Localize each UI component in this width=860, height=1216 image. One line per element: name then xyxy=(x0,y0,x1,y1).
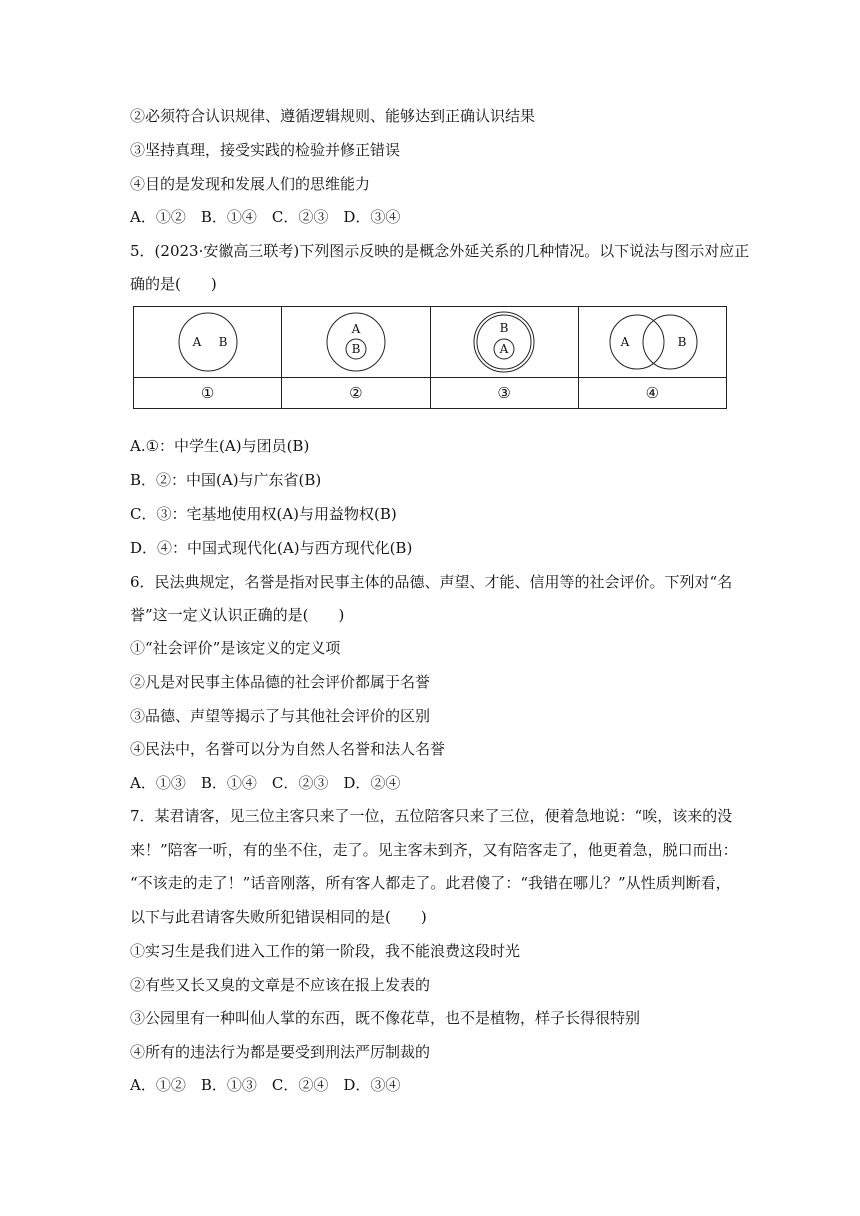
venn4-label-right: B xyxy=(677,335,687,349)
q5-option-b: B．②：中国(A)与广东省(B) xyxy=(130,471,322,489)
q6-option-3: ③品德、声望等揭示了与其他社会评价的区别 xyxy=(130,707,431,725)
venn2-label-outer: A xyxy=(351,322,361,336)
q4-option-3: ③坚持真理，接受实践的检验并修正错误 xyxy=(130,141,401,159)
venn-number-2: ② xyxy=(282,378,430,409)
venn2-label-inner: B xyxy=(351,342,361,356)
q7-stem-line1: 7．某君请客，见三位主客只来了一位，五位陪客只来了三位，便着急地说：“唉，该来的没 xyxy=(130,807,733,825)
venn3-label-outer: B xyxy=(499,321,509,335)
venn-diagram-3 xyxy=(430,307,578,378)
q7-stem-line4: 以下与此君请客失败所犯错误相同的是( ) xyxy=(130,908,427,926)
q4-option-2: ②必须符合认识规律、遵循逻辑规则、能够达到正确认识结果 xyxy=(130,107,536,125)
q7-option-4: ④所有的违法行为都是要受到刑法严厉制裁的 xyxy=(130,1043,431,1061)
q6-stem-line1: 6．民法典规定，名誉是指对民事主体的品德、声望、才能、信用等的社会评价。下列对“名 xyxy=(130,573,733,591)
q4-option-4: ④目的是发现和发展人们的思维能力 xyxy=(130,175,371,193)
q6-stem-line2: 誉”这一定义认识正确的是( ) xyxy=(130,606,345,624)
q7-option-1: ①实习生是我们进入工作的第一阶段，我不能浪费这段时光 xyxy=(130,942,521,960)
q5-option-c: C．③：宅基地使用权(A)与用益物权(B) xyxy=(130,505,397,523)
q7-option-3: ③公园里有一种叫仙人掌的东西，既不像花草，也不是植物，样子长得很特别 xyxy=(130,1009,641,1027)
q5-option-d: D．④：中国式现代化(A)与西方现代化(B) xyxy=(130,539,413,557)
q7-stem-line3: “不该走的走了！”话音刚落，所有客人都走了。此君傻了：“我错在哪儿？”从性质判断看， xyxy=(130,874,731,892)
venn-diagram-4 xyxy=(578,307,726,378)
venn-number-3: ③ xyxy=(430,378,578,409)
q7-choices: A．①② B．①③ C．②④ D．③④ xyxy=(130,1076,401,1094)
q5-option-a: A.①：中学生(A)与团员(B) xyxy=(130,437,310,455)
q6-option-1: ①“社会评价”是该定义的定义项 xyxy=(130,639,341,657)
venn-figure-table xyxy=(133,306,727,409)
venn3-label-inner: A xyxy=(499,342,509,356)
q5-stem-line1: 5．(2023·安徽高三联考)下列图示反映的是概念外延关系的几种情况。以下说法与图示对应正 xyxy=(130,242,750,260)
venn4-label-left: A xyxy=(621,335,630,349)
q6-choices: A．①③ B．①④ C．②③ D．②④ xyxy=(130,774,401,792)
q4-choices: A．①② B．①④ C．②③ D．③④ xyxy=(130,208,401,226)
venn-diagram-1 xyxy=(134,307,282,378)
venn-diagram-2 xyxy=(282,307,430,378)
q7-stem-line2: 来！”陪客一听，有的坐不住，走了。见主客未到齐，又有陪客走了，他更着急，脱口而出： xyxy=(130,841,738,859)
q6-option-4: ④民法中，名誉可以分为自然人名誉和法人名誉 xyxy=(130,740,446,758)
q5-stem-line2: 确的是( ) xyxy=(130,275,217,293)
venn-number-1: ① xyxy=(134,378,282,409)
q7-option-2: ②有些又长又臭的文章是不应该在报上发表的 xyxy=(130,976,431,994)
venn-number-4: ④ xyxy=(578,378,726,409)
venn1-label-b: B xyxy=(218,335,228,349)
venn1-label-a: A xyxy=(192,335,201,349)
q6-option-2: ②凡是对民事主体品德的社会评价都属于名誉 xyxy=(130,673,431,691)
